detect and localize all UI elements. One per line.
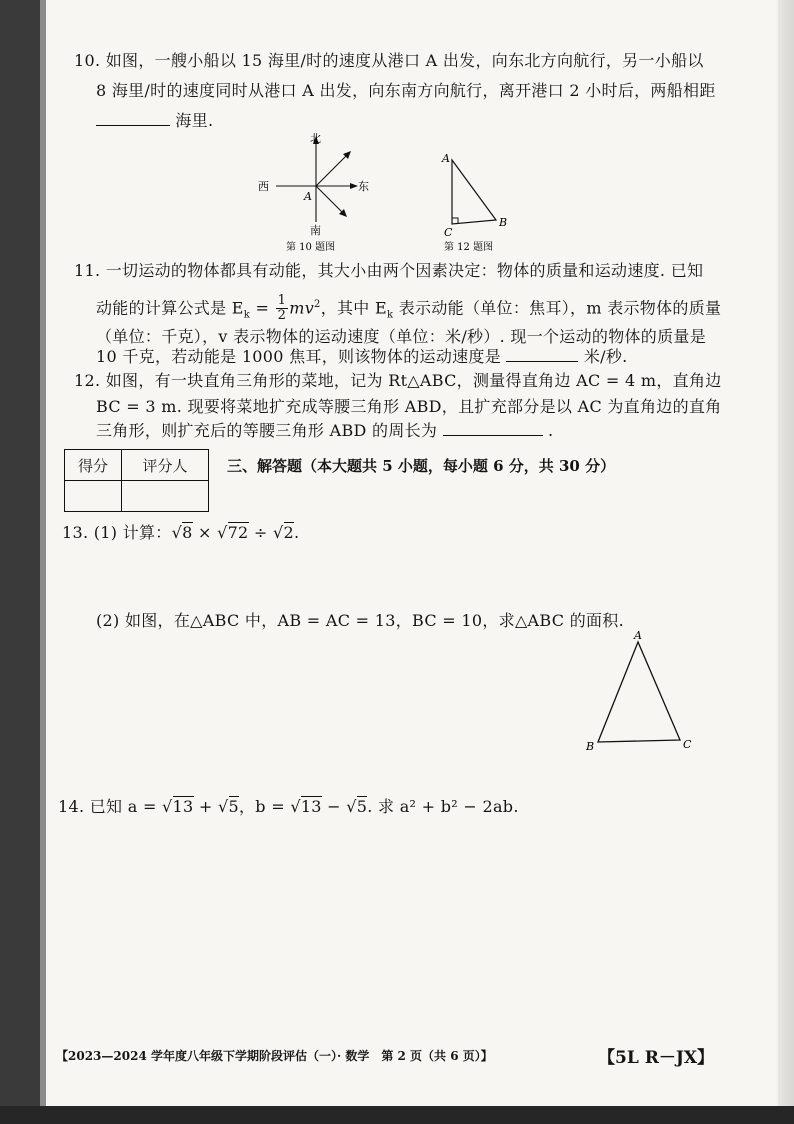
q13-divide: ÷ [248,523,274,542]
grader-cell[interactable] [122,481,209,512]
q14-intro: 14. 已知 a = [58,797,163,816]
q13-sqrt-sign: √ [171,523,183,542]
q14-sqrt-4: √ [346,797,357,816]
q11-ek-def: 表示动能（单位：焦耳），m 表示物体的质量 [393,298,722,318]
fig12-label-b: B [499,216,508,229]
fig10-south-label: 南 [310,224,321,237]
fig10-caption: 第 10 题图 [286,242,336,253]
q10-answer-blank[interactable] [96,124,170,126]
exam-page [46,0,776,1106]
q11-line3: （单位：千克），v 表示物体的运动速度（单位：米/秒）. 现一个运动的物体的质量是 [96,327,706,346]
q13-radicand-3: 2 [283,523,294,542]
q11-sub-k-2: k [386,309,394,321]
q14-radicand-3: 13 [300,797,322,816]
q11-line2 [96,290,721,331]
q11-answer-blank[interactable] [506,360,578,362]
q14 [58,796,519,818]
q14-radicand-1: 13 [172,797,194,816]
q11-formula-intro: 动能的计算公式是 E [96,298,244,318]
fig13-label-b: B [586,740,595,753]
q11-frac-num: 1 [277,293,287,309]
q11-unit: 米/秒. [583,347,628,366]
q14-radicand-2: 5 [228,797,239,816]
q10-line1: 10. 如图，一艘小船以 15 海里/时的速度从港口 A 出发，向东北方向航行，另一小船以 [74,51,704,70]
exam-code: 【5L R－JX】 [598,1048,715,1068]
q12-question: 三角形，则扩充后的等腰三角形 ABD 的周长为 [96,421,438,440]
score-header: 得分 [65,450,122,481]
scan-border-bottom [0,1106,794,1124]
figure-12 [434,148,524,256]
fig10-east-label: 东 [358,180,369,193]
fig12-label-a: A [442,152,450,165]
q11-line1: 11. 一切运动的物体都具有动能，其大小由两个因素决定：物体的质量和运动速度. 已知 [74,261,704,280]
figure-10-diagram [252,130,382,254]
fig10-north-label: 北 [310,132,321,145]
q13-part1-end: . [294,523,300,542]
fig12-label-c: C [444,226,453,239]
q12-period: . [548,421,554,440]
figure-13 [582,628,698,754]
q11-sub-k: k [243,309,251,321]
scan-border-right [778,0,794,1124]
q14-radicand-4: 5 [356,797,368,816]
fig10-west-label: 西 [258,180,269,193]
fig12-caption: 第 12 题图 [444,242,494,253]
q12-line3 [96,420,553,442]
q11-mv: mv [289,298,315,318]
section-3-heading: 三、解答题（本大题共 5 小题，每小题 6 分，共 30 分） [227,457,616,475]
q14-minus: − [321,797,347,816]
fig13-label-c: C [683,738,692,751]
q11-line4 [96,346,628,368]
q13-sqrt-sign-2: √ [217,523,228,542]
q11-equals: = [250,298,275,318]
q13-part1-label: 13. (1) 计算： [62,523,172,542]
q13-part2: (2) 如图，在△ABC 中，AB = AC = 13，BC = 10，求△ABC 的面积. [96,611,624,630]
figure-10 [252,130,382,254]
q10-line2: 8 海里/时的速度同时从港口 A 出发，向东南方向航行，离开港口 2 小时后，两船相距 [96,81,716,100]
q14-b-def: ，b = [238,797,291,816]
q14-task: . 求 a² + b² − 2ab. [367,797,519,816]
q12-answer-blank[interactable] [443,434,543,436]
scan-border-left [0,0,40,1124]
q14-sqrt-3: √ [290,797,301,816]
q13-times: × [192,523,218,542]
q11-where-ek: ，其中 E [320,298,387,318]
q14-sqrt-2: √ [218,797,229,816]
q13-radicand-2: 72 [227,523,249,542]
q11-frac-den: 2 [277,308,287,324]
figure-13-diagram [582,628,698,754]
q13-sqrt-sign-3: √ [273,523,284,542]
q11-question: 10 千克，若动能是 1000 焦耳，则该物体的运动速度是 [96,347,502,366]
fig13-label-a: A [634,629,642,642]
score-cell[interactable] [65,481,122,512]
q12-line2: BC = 3 m. 现要将菜地扩充成等腰三角形 ABD，且扩充部分是以 AC 为直角边的直角 [96,397,722,416]
q12-line1: 12. 如图，有一块直角三角形的菜地，记为 Rt△ABC，测量得直角边 AC = 4 m，直角边 [74,371,722,390]
grader-header: 评分人 [122,450,209,481]
q10-line3 [96,110,213,132]
q14-plus: + [193,797,218,816]
q10-unit: 海里. [175,111,214,130]
q13-radicand-1: 8 [182,523,193,542]
score-table [64,449,209,512]
q13-part1 [62,522,299,544]
q14-sqrt-1: √ [162,797,173,816]
page-footer: 【2023—2024 学年度八年级下学期阶段评估（一）· 数学 第 2 页（共 6 页）】 [56,1049,493,1063]
q11-fraction [276,294,289,323]
fig10-point-a: A [304,190,312,203]
q11-sup-2: 2 [314,299,321,310]
figure-12-diagram [434,148,524,256]
